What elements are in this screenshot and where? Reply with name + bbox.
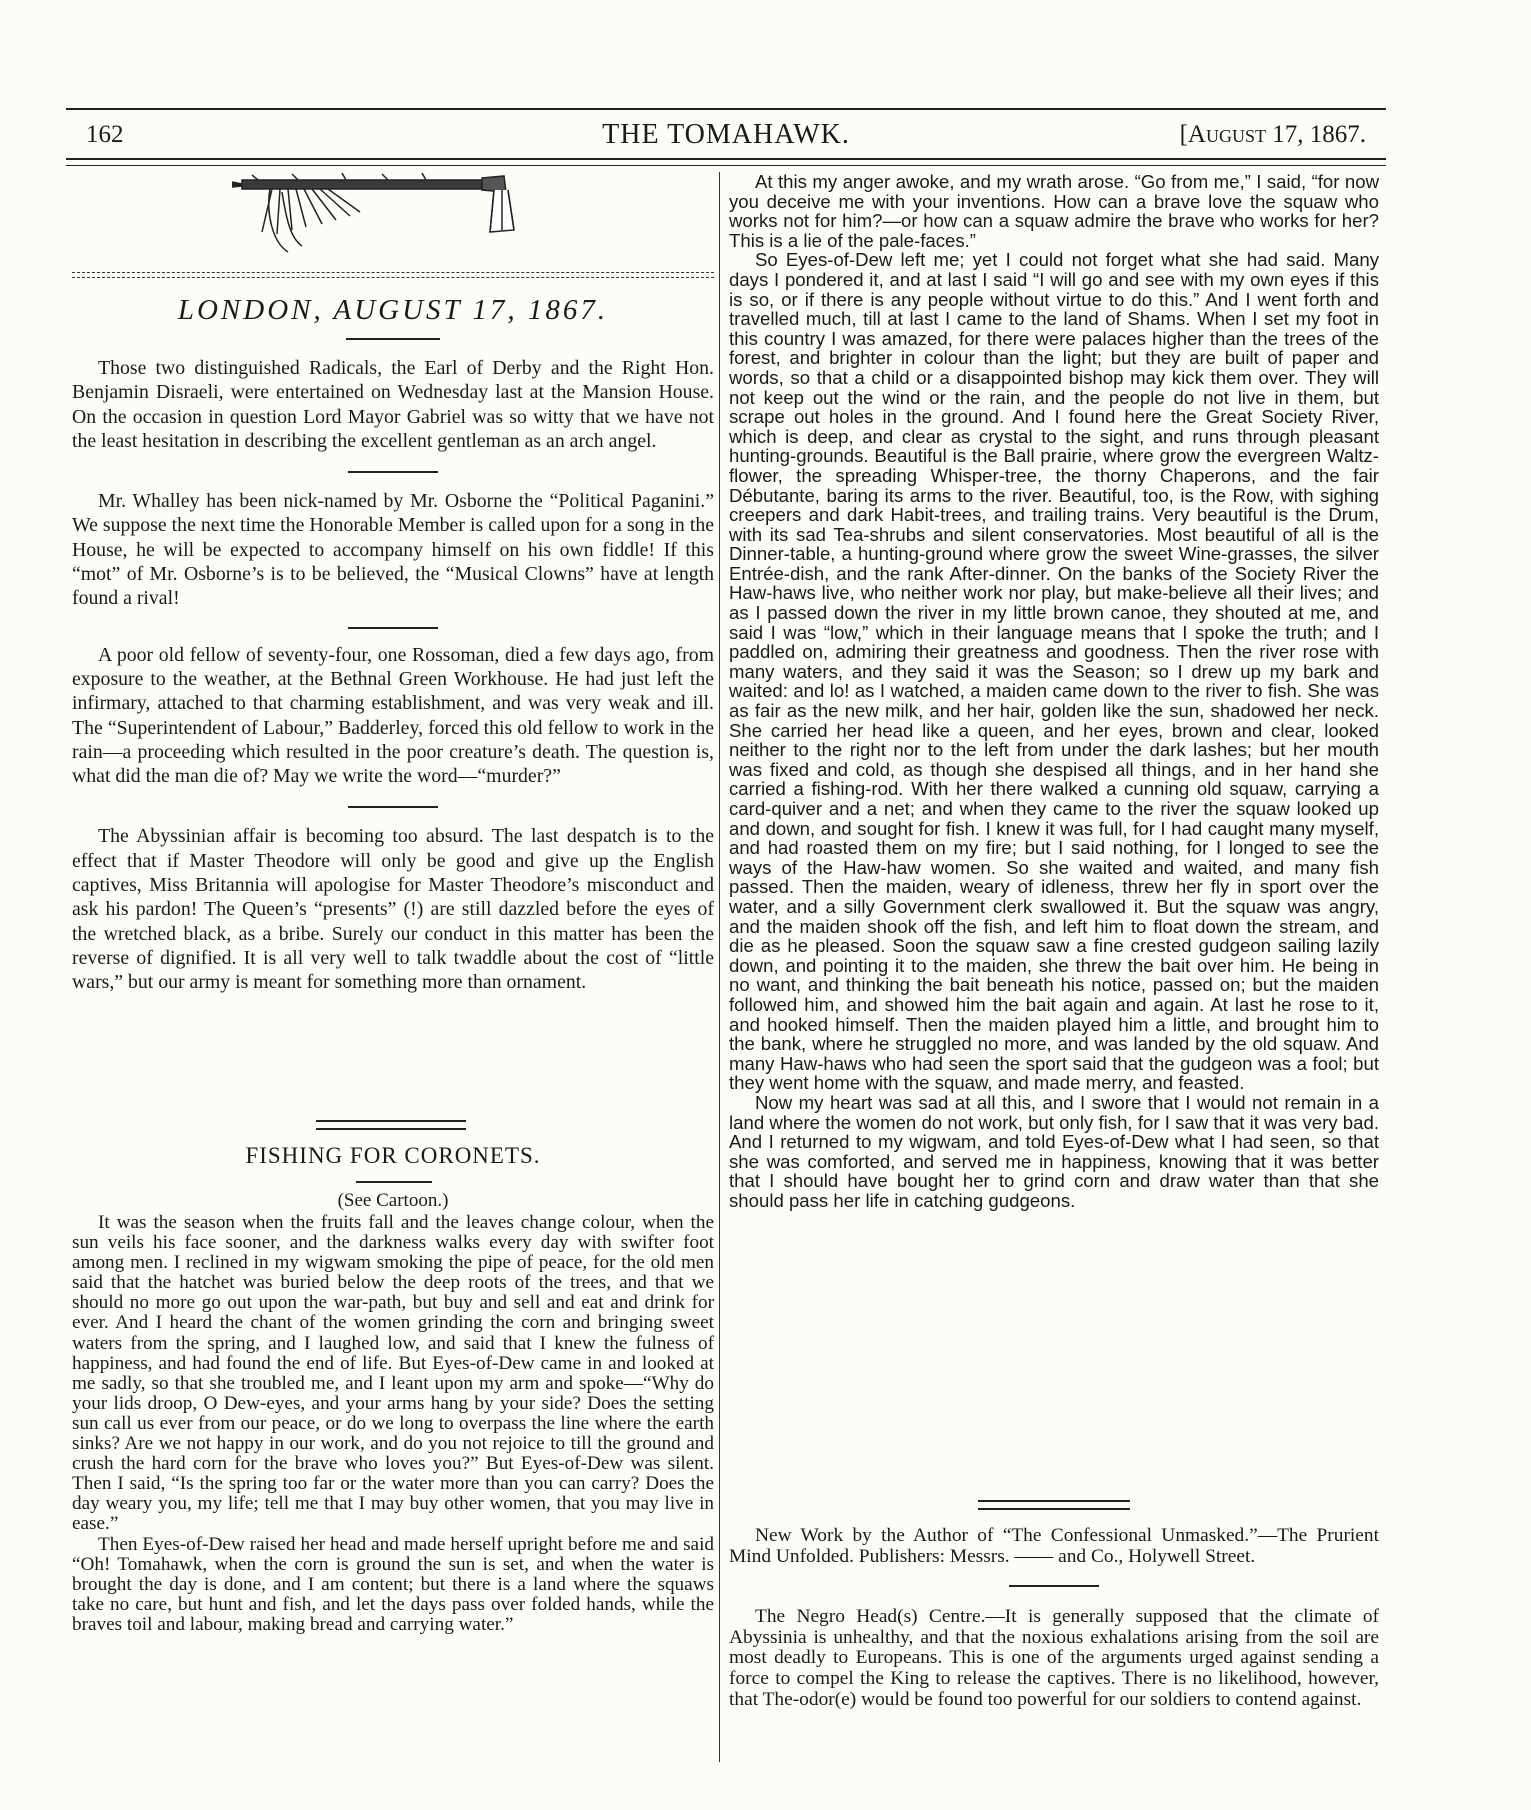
page-number: 162 [86,121,124,148]
article-subtitle: (See Cartoon.) [337,1190,449,1211]
dateline-rule [346,338,440,340]
story-paragraph: Now my heart was sad at all this, and I swore that I would not remain in a land where the women do not work, but only fish, for I saw that it was very bad. And I returned to my wigwam, and told Eyes-of-Dew what I had seen, so that she was comforted, and served me in happiness, knowing that it was better that I should have bought her to grind corn and draw water than that she should pass her life in catching gudgeons. [729,1091,1379,1211]
tomahawk-pipe-icon [232,172,546,258]
dateline: LONDON, AUGUST 17, 1867. [177,294,609,326]
note-whalley: Mr. Whalley has been nick-named by Mr. Osborne the “Political Paganini.” We suppose the next time the Honorable Member is called upon for a song in the House, he will be expected to accompany himself on his own fiddle! If this “mot” of Mr. Osborne’s is to be believed, the “Musical Clowns” have at length found a rival! [72,490,714,610]
article-title-rule [356,1181,432,1183]
note-derby-disraeli: Those two distinguished Radicals, the Earl of Derby and the Right Hon. Benjamin Disraeli, were entertained on Wednesday last at the Mansion House. On the occasion in question Lord Mayor Gabriel was so witty that we have not the least hesitation in describing the excellent gentleman as an arch angel. [72,357,714,452]
notice-new-work: New Work by the Author of “The Confessional Unmasked.”—The Prurient Mind Unfolded. Publishers: Messrs. —— and Co., Holywell Street. [729,1525,1379,1567]
left-column-notes [72,356,714,995]
note-divider [348,806,438,808]
header-top-rule [66,108,1386,110]
notice-negro-head-centre: The Negro Head(s) Centre.—It is generally supposed that the climate of Abyssinia is unhealthy, and that the noxious exhalations arising from the soil are most deadly to Europeans. This is one of the arguments urged against sending a force to compel the King to release the captives. There is no likelihood, however, that The-odor(e) would be found too powerful for our soldiers to contend against. [729,1606,1379,1710]
left-column-story [72,1213,714,1635]
header-bottom-rule [66,158,1386,160]
masthead-dashed-rule-2 [72,277,714,278]
notice-double-rule [978,1500,1130,1510]
notice-divider [1009,1585,1099,1587]
page-header [66,120,1386,150]
note-abyssinian: The Abyssinian affair is becoming too absurd. The last despatch is to the effect that if Master Theodore will only be good and give up the English captives, Miss Britannia will apologise for Master Theodore’s misconduct and ask his pardon! The Queen’s “presents” (!) are still dazzled before the eyes of the wretched black, as a bribe. Surely our conduct in this matter has been the reverse of dignified. It is all very well to talk twaddle about the cost of “little wars,” but our army is meant for something more than ornament. [72,825,714,994]
right-column-story [729,172,1379,1210]
column-divider [719,172,720,1762]
note-rossoman: A poor old fellow of seventy-four, one Rossoman, died a few days ago, from exposure to the weather, at the Bethnal Green Workhouse. He had just left the infirmary, attached to that charming establishment, and was very weak and ill. The “Superintendent of Labour,” Badderley, forced this old fellow to work in the rain—a proceeding which resulted in the poor creature’s death. The question is, what did the man die of? May we write the word—“murder?” [72,643,714,788]
article-title: FISHING FOR CORONETS. [245,1143,541,1168]
story-paragraph: At this my anger awoke, and my wrath arose. “Go from me,” I said, “for now you deceive me with your inventions. How can a brave love the squaw who works not for him?—or how can a squaw admire the brave who works for her? This is a lie of the pale-faces.” [729,171,1379,251]
story-paragraph: It was the season when the fruits fall and the leaves change colour, when the sun veils his face sooner, and the darkness walks every day with swifter foot among men. I reclined in my wigwam smoking the pipe of peace, for the old men said that the hatchet was buried below the deep roots of the trees, and that we should no more go out upon the war-path, but buy and sell and eat and drink for ever. And I heard the chant of the women grinding the corn and bringing sweet waters from the spring, and I laughed low, and said that I knew the fulness of happiness, and had found the end of life. But Eyes-of-Dew came in and looked at me sadly, so that she troubled me, and I leant upon my arm and spoke—“Why do your lids droop, O Dew-eyes, and your arms hang by your side? Does the setting sun call us ever from our peace, or do we long to overpass the line where the earth sinks? Are we not happy in our work, and do you not rejoice to till the ground and crush the hard corn for the brave who loves you?” But Eyes-of-Dew was silent. Then I said, “Is the spring too far or the water more than you can carry? Does the day weary you, my life; tell me that I may buy other women, that you may live in ease.” [72,1212,714,1535]
story-paragraph: Then Eyes-of-Dew raised her head and made herself upright before me and said “Oh! Tomahawk, when the corn is ground the sun is set, and when the water is brought the day is done, and I am content; but there is a land where the squaws take no care, but hunt and fish, and let the days pass over folded hands, while the braves toil and labour, making bread and carrying water.” [72,1533,714,1635]
right-column-notices [729,1526,1379,1710]
header-bottom-rule-thin [66,165,1386,166]
story-paragraph: So Eyes-of-Dew left me; yet I could not forget what she had said. Many days I pondered it, and at last I said “I will go and see with my own eyes if this is so, or if there is any people without virtue to do this.” And I went forth and travelled much, till at last I came to the land of Shams. When I set my foot in this country I was amazed, for there were palaces higher than the trees of the forest, and brighter in colour than the light; but they are built of paper and words, so that a child or a disappointed bishop may kick them over. They will not keep out the wind or the rain, and the people do not live in them, but scrape out holes in the ground. And I found here the Great Society River, which is deep, and clear as crystal to the sight, and runs through pleasant hunting-grounds. Beautiful is the Ball prairie, where grow the evergreen Waltz-flower, the spreading Whisper-tree, the thorny Chaperons, and the fair Débutante, baring its arms to the river. Beautiful, too, is the Row, with sighing creepers and dark Habit-trees, and trailing trains. Very beautiful is the Drum, with its sad Tea-shrubs and silent conservatories. Most beautiful of all is the Dinner-table, a hunting-ground where grow the sweet Wine-grasses, the silver Entrée-dish, and the rank After-dinner. On the banks of the Society River the Haw-haws live, who neither work nor play, but make-believe all their lives; and as I passed down the river in my little brown canoe, they shouted at me, and said I was “low,” which in their language means that I spoke the truth; and I paddled on, admiring their greatness and goodness. Then the river rose with many waters, and they said it was the Season; so I drew up my bark and waited: and lo! as I watched, a maiden came down to the river to fish. She was as fair as the new milk, and her hair, golden like the sun, shadowed her neck. She carried her head like a queen, and her eyes, brown and clear, looked neither to the right nor to the left from under the dark lashes; but her mouth was fixed and cold, as though she despised all things, and in her hand she carried a fishing-rod. With her there walked a cunning old squaw, carrying a card-quiver and a net; and when they came to the river the squaw looked up and down, and sought for fish. I knew it was full, for I had caught many myself, and had roasted them on my fire; but I said nothing, for I longed to see the ways of the Haw-haw women. So she waited and waited, and many fish passed. Then the maiden, weary of idleness, threw her fly in sport over the water, and a silly Government clerk swallowed it. But the squaw was angry, and the maiden shook off the fish, and left him to float down the stream, and die as he pleased. Soon the squaw saw a fine crested gudgeon sailing lazily down, and pointing it to the maiden, she threw the bait over him. He being in no want, and thinking the bait beneath his notice, passed on; but the maiden followed him, and showed him the bait again and again. At last he rose to it, and hooked himself. Then the maiden played him a little, and brought him to the bank, where he struggled no more, and was landed by the old squaw. And many Haw-haws who had seen the sport said that the gudgeon was a fool; but they went home with the squaw, and made merry, and feasted. [729,249,1379,1094]
issue-date: [August 17, 1867. [1179,121,1366,148]
note-divider [348,627,438,629]
section-double-rule [316,1120,466,1130]
publication-title: THE TOMAHAWK. [602,119,850,150]
masthead-dashed-rule [72,272,714,273]
note-divider [348,471,438,473]
